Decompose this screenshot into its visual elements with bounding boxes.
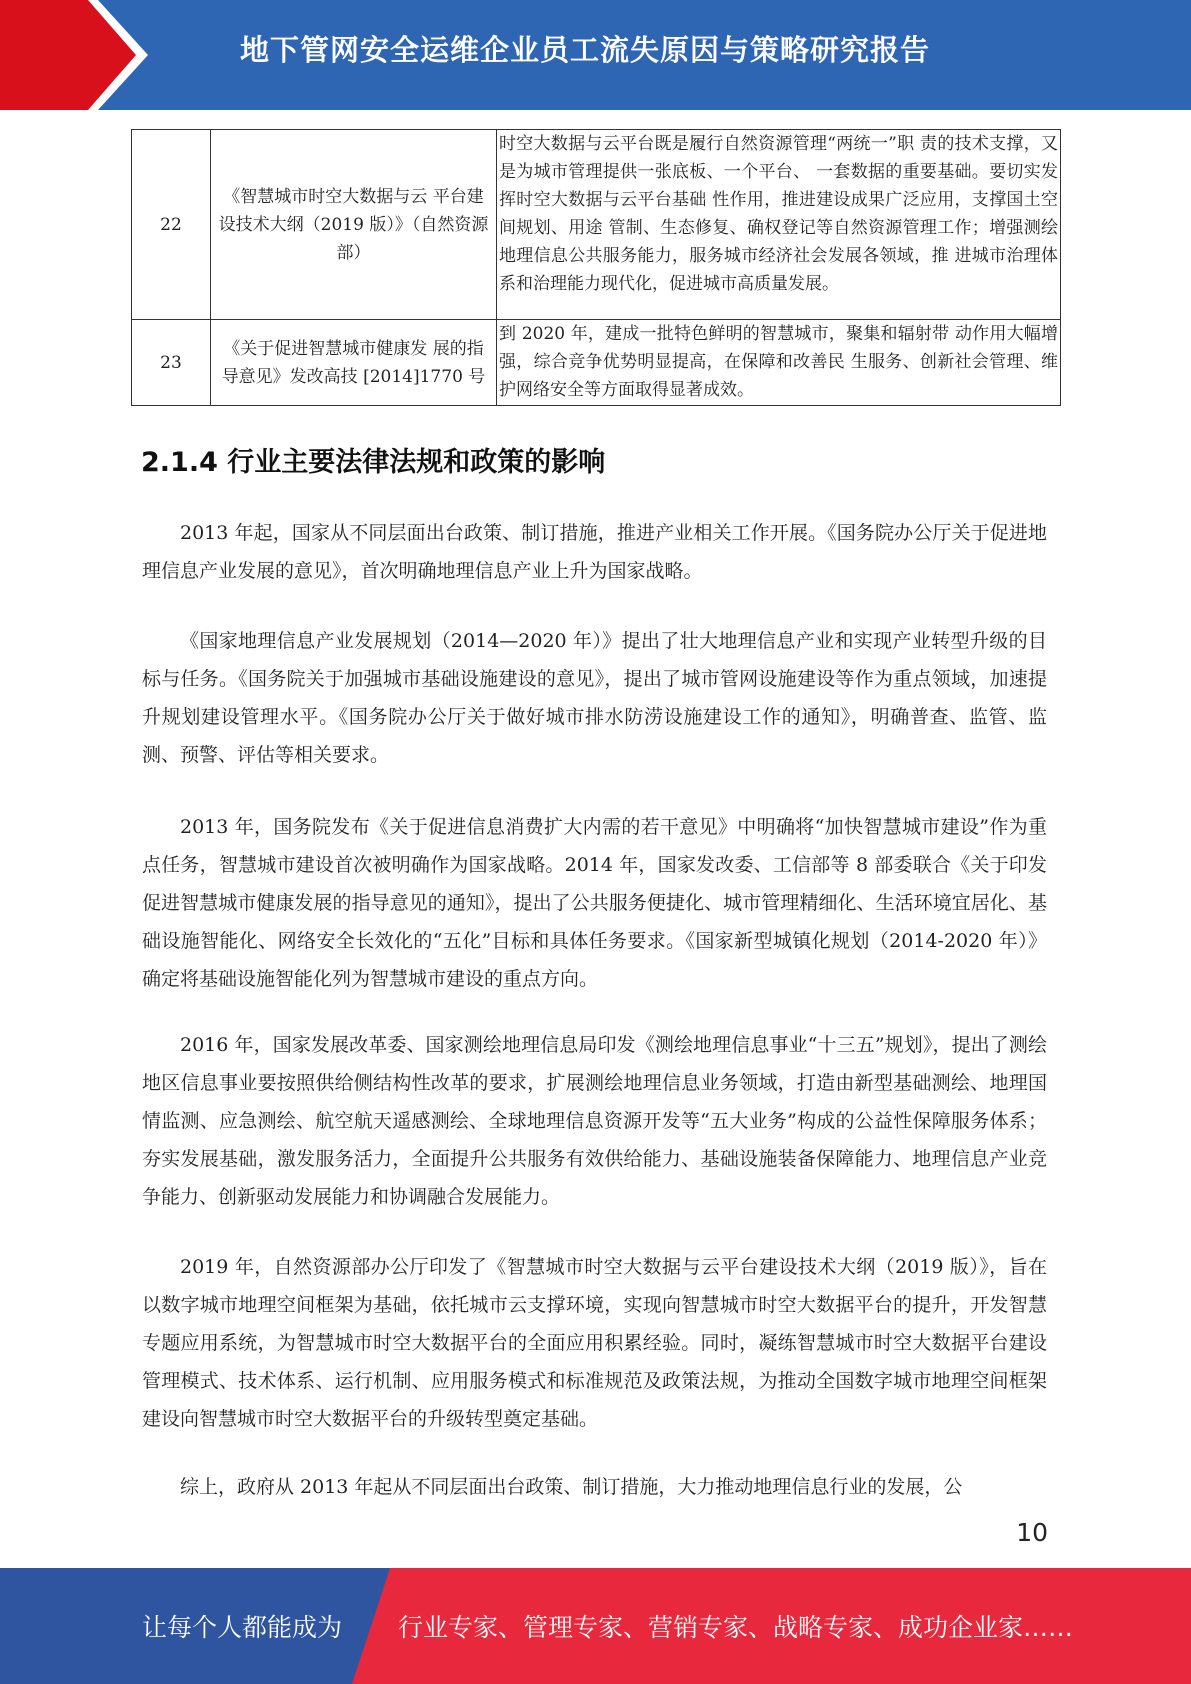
row-number: 23: [132, 320, 211, 406]
report-title: 地下管网安全运维企业员工流失原因与策略研究报告: [240, 33, 931, 67]
body-paragraph: 2016 年，国家发展改革委、国家测绘地理信息局印发《测绘地理信息事业“十三五”规划》，提出了测绘地区信息事业要按照供给侧结构性改革的要求，扩展测绘地理信息业务领域，打造由新型基础测绘、地理国情监测、应急测绘、航空航天遥感测绘、全球地理信息资源开发等“五大业务”构成的公益性保障服务体系；夯实发展基础，激发服务活力，全面提升公共服务有效供给能力、基础设施装备保障能力、地理信息产业竞争能力、创新驱动发展能力和协调融合发展能力。: [142, 1034, 1047, 1208]
page-header: [0, 0, 1191, 110]
policy-description: 时空大数据与云平台既是履行自然资源管理“两统一”职 责的技术支撑，又是为城市管理提供一张底板、一个平台、 一套数据的重要基础。要切实发挥时空大数据与云平台基础 性作用，推进建设成果广泛应用，支撑国土空间规划、用途 管制、生态修复、确权登记等自然资源管理工作；增强测绘 地理信息公共服务能力，服务城市经济社会发展各领域，推 进城市治理体系和治理能力现代化，促进城市高质量发展。: [497, 130, 1061, 320]
policy-name: 《关于促进智慧城市健康发 展的指导意见》发改高技 [2014]1770 号: [211, 320, 497, 406]
page-footer: [0, 1568, 1191, 1684]
body-paragraph: 综上，政府从 2013 年起从不同层面出台政策、制订措施，大力推动地理信息行业的发展，公: [180, 1476, 963, 1498]
row-number: 22: [132, 130, 211, 320]
body-paragraph: 2013 年，国务院发布《关于促进信息消费扩大内需的若干意见》中明确将“加快智慧城市建设”作为重点任务，智慧城市建设首次被明确作为国家战略。2014 年，国家发改委、工信部等 8 部委联合《关于印发促进智慧城市健康发展的指导意见的通知》，提出了公共服务便捷化、城市管理精细化、生活环境宜居化、基础设施智能化、网络安全长效化的“五化”目标和具体任务要求。《国家新型城镇化规划（2014-2020 年）》确定将基础设施智能化列为智慧城市建设的重点方向。: [142, 816, 1047, 990]
policy-description: 到 2020 年，建成一批特色鲜明的智慧城市，聚集和辐射带 动作用大幅增强，综合竞争优势明显提高，在保障和改善民 生服务、创新社会管理、维护网络安全等方面取得显著成效。: [497, 320, 1061, 406]
section-heading: 2.1.4 行业主要法律法规和政策的影响: [141, 447, 606, 478]
policy-name: 《智慧城市时空大数据与云 平台建设技术大纲（2019 版）》（自然资源部）: [211, 130, 497, 320]
footer-slogan-right: 行业专家、管理专家、营销专家、战略专家、成功企业家……: [398, 1613, 1074, 1642]
footer-slogan-left: 让每个人都能成为: [142, 1613, 343, 1642]
table-row: [132, 130, 1061, 320]
body-paragraph: 2019 年，自然资源部办公厅印发了《智慧城市时空大数据与云平台建设技术大纲（2019 版）》，旨在以数字城市地理空间框架为基础，依托城市云支撑环境，实现向智慧城市时空大数据平台的提升，开发智慧专题应用系统，为智慧城市时空大数据平台的全面应用积累经验。同时，凝练智慧城市时空大数据平台建设管理模式、技术体系、运行机制、应用服务模式和标准规范及政策法规，为推动全国数字城市地理空间框架建设向智慧城市时空大数据平台的升级转型奠定基础。: [142, 1256, 1047, 1430]
policy-table: [131, 129, 1061, 406]
page-number: 10: [1016, 1518, 1048, 1547]
header-red-arrow-shape: [0, 0, 150, 110]
body-paragraph: 2013 年起，国家从不同层面出台政策、制订措施，推进产业相关工作开展。《国务院办公厅关于促进地理信息产业发展的意见》，首次明确地理信息产业上升为国家战略。: [142, 522, 1047, 582]
body-paragraph: 《国家地理信息产业发展规划（2014—2020 年）》提出了壮大地理信息产业和实现产业转型升级的目标与任务。《国务院关于加强城市基础设施建设的意见》，提出了城市管网设施建设等作为重点领域，加速提升规划建设管理水平。《国务院办公厅关于做好城市排水防涝设施建设工作的通知》，明确普查、监管、监测、预警、评估等相关要求。: [142, 630, 1047, 766]
table-row: [132, 320, 1061, 406]
